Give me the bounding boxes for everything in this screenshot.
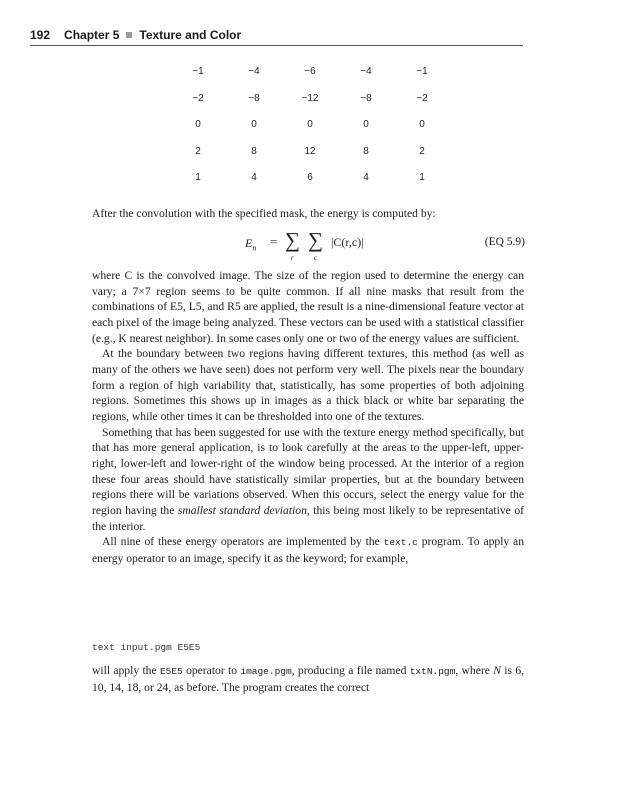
header-rule (30, 45, 523, 46)
mask-cell: −6 (304, 66, 316, 77)
bullet-separator (126, 32, 132, 38)
mask-row (170, 146, 450, 173)
intro-sentence: After the convolution with the specified mask, the energy is computed by: (92, 207, 436, 220)
equation-lhs-symbol: E (245, 236, 253, 250)
equation-label: (EQ 5.9) (484, 236, 525, 248)
paragraph-4-text-a: All nine of these energy operators are implemented by the (102, 535, 384, 549)
final-text-a: will apply the (92, 664, 160, 677)
mask-cell: 0 (307, 119, 313, 130)
mask-cell: −4 (248, 66, 260, 77)
paragraph-4-code: text.c (383, 537, 418, 549)
final-text-d: , where (455, 664, 494, 677)
mask-cell: 2 (195, 145, 201, 157)
sum-index-r: r (291, 254, 294, 262)
mask-cell: −2 (192, 92, 204, 104)
mask-cell: −1 (416, 66, 428, 77)
equation-body: |C(r,c)| (331, 235, 364, 249)
equation-lhs-subscript: n (252, 243, 257, 253)
mask-cell: 2 (419, 145, 425, 157)
paragraph-3-emphasis: smallest standard deviation (177, 503, 307, 517)
mask-cell: 0 (195, 119, 201, 130)
mask-row (170, 93, 450, 120)
mask-cell: −1 (192, 66, 204, 77)
mask-cell: −4 (360, 66, 372, 77)
sum-symbol-r: ∑ (285, 228, 300, 252)
paragraph-4-text-b: program. To apply an energy operator to an image, specify it as the keyword; for example, (92, 535, 525, 565)
page-number: 192 (30, 28, 51, 42)
equation-equals: = (270, 234, 278, 249)
mask-cell: 1 (419, 172, 425, 183)
final-paragraph (92, 663, 524, 695)
final-text-e: is 6, 10, 14, 18, or 24, as before. The program creates the correct (92, 664, 525, 694)
convolution-mask-table (170, 66, 450, 199)
equation-lhs (245, 236, 256, 252)
final-text-c: , producing a file named (291, 664, 410, 677)
main-text (92, 268, 524, 566)
mask-cell: 12 (304, 145, 316, 157)
mask-cell: 8 (251, 145, 257, 157)
mask-cell: 4 (363, 172, 369, 183)
final-code-3: txtN.pgm (409, 666, 456, 677)
paragraph-3-text-a: Something that has been suggested for use with the texture energy method specifically, but that has more general application, is to look carefully at the areas to the upper-left, upper-right, lower-left and lower-right of the window being processed. At the interior of a region these four areas should have statistically similar properties, but at the boundary between regions there will be variations observed. When this occurs, select the energy value for the region having the (92, 425, 524, 517)
sum-index-c: c (314, 254, 318, 262)
code-example: text input.pgm E5E5 (92, 642, 201, 653)
mask-cell: 8 (363, 145, 369, 157)
final-code-2: image.pgm (240, 666, 292, 677)
paragraph-3-text-b: , this being most likely to be representative of the interior. (92, 503, 524, 533)
final-italic-n: N (493, 664, 501, 677)
mask-row (170, 66, 450, 93)
mask-cell: 0 (419, 119, 425, 130)
paragraph-4 (92, 534, 524, 566)
section-title: Texture and Color (139, 28, 242, 42)
paragraph-3 (92, 425, 524, 535)
mask-cell: −8 (360, 92, 372, 104)
sum-symbol-c: ∑ (308, 228, 323, 252)
mask-cell: −12 (301, 92, 319, 104)
paragraph-1: where C is the convolved image. The size of the region used to determine the energy can vary; a 7×7 region seems to be quite common. If all nine masks that result from the combinations of E5, L5, and R5 are applied, the result is a nine-dimensional feature vector at each pixel of the image being analyzed. These vectors can be used with a statistical classifier (e.g., K nearest neighbor). In some cases only one or two of the energy values are sufficient. (92, 269, 524, 345)
mask-cell: −8 (248, 92, 260, 104)
final-code-1: E5E5 (159, 666, 183, 677)
mask-row (170, 119, 450, 146)
paragraph-2: At the boundary between two regions having different textures, this method (as well as many of the others we have seen) does not perform very well. The pixels near the boundary form a region of high variability that, statistically, has some properties of both adjoining regions. Sometimes this shows up in images as a thick black or white bar separating the regions, while other times it can be thresholded into one of the textures. (92, 347, 524, 423)
mask-cell: 6 (307, 172, 313, 183)
equation-5-9 (245, 228, 525, 266)
mask-cell: 1 (195, 172, 201, 183)
running-header (30, 28, 523, 44)
mask-cell: −2 (416, 92, 428, 104)
chapter-label: Chapter 5 (64, 28, 120, 42)
mask-cell: 0 (363, 119, 369, 130)
final-text-b: operator to (182, 664, 241, 677)
mask-cell: 4 (251, 172, 257, 183)
mask-cell: 0 (251, 119, 257, 130)
mask-row (170, 172, 450, 199)
